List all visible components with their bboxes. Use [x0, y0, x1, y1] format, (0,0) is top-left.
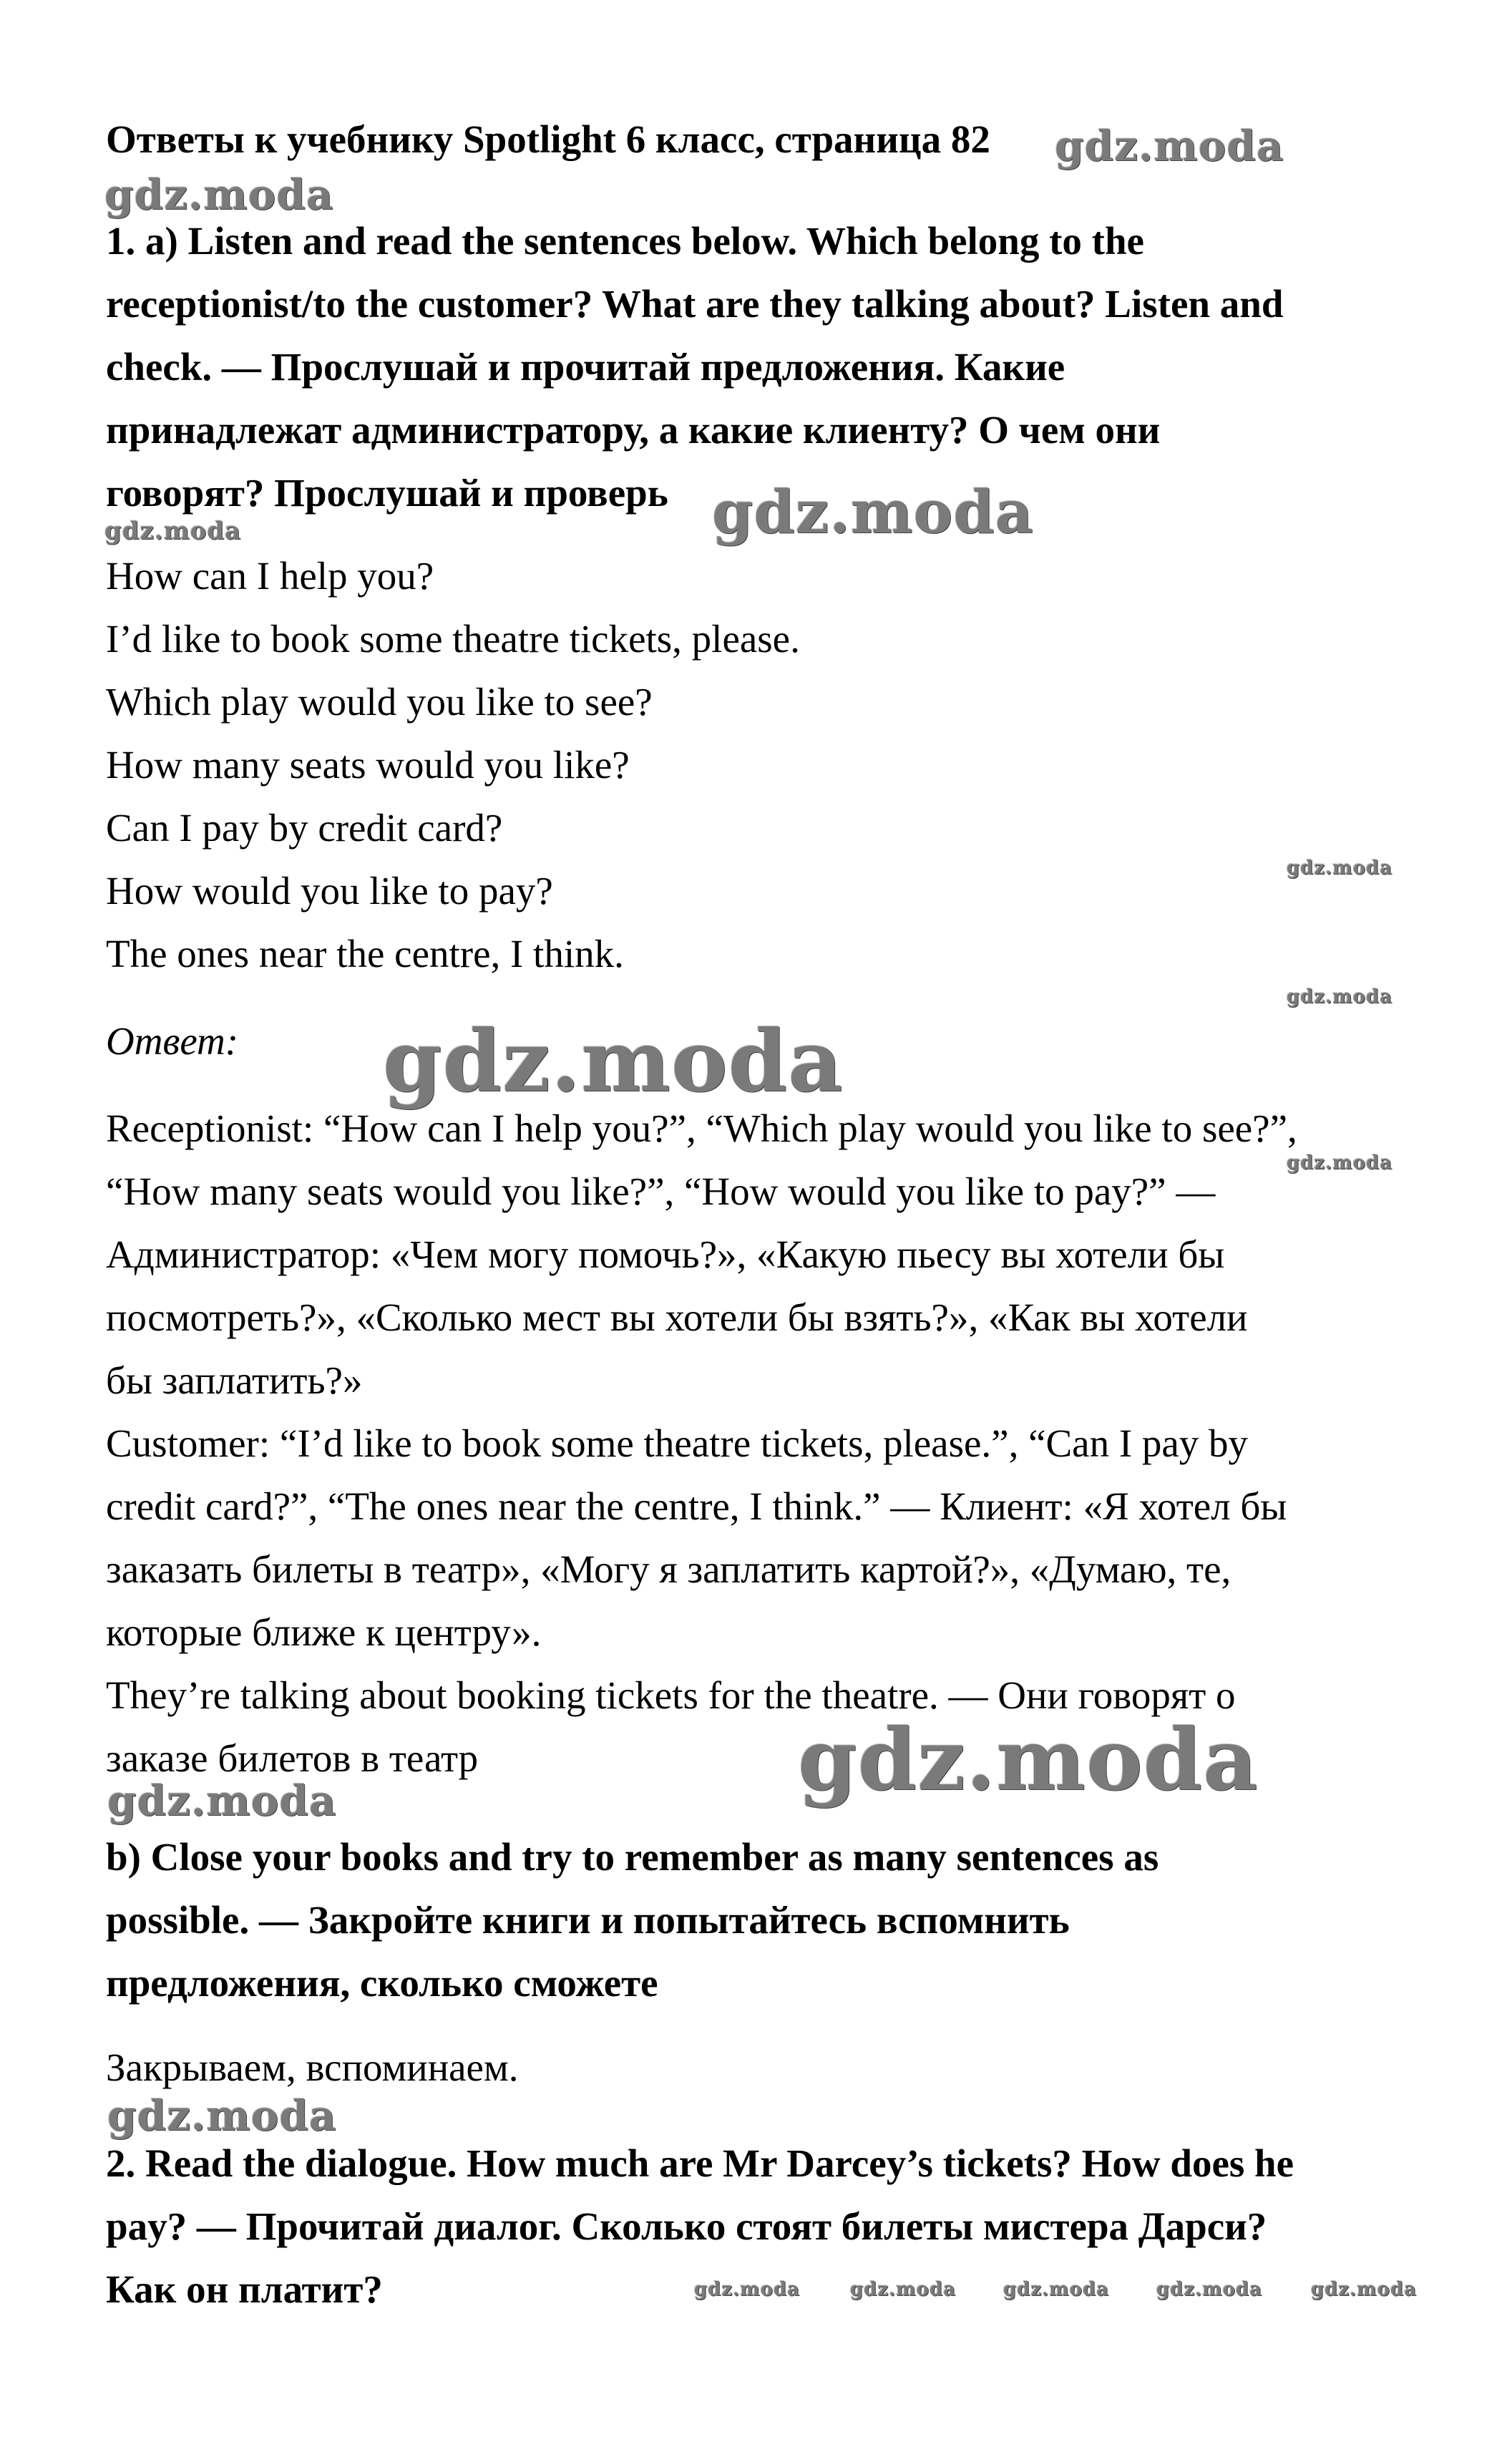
watermark: gdz.moda — [1311, 2279, 1418, 2300]
sentence-4: How many seats would you like? — [106, 743, 630, 787]
answer-line-11: заказе билетов в театр — [106, 1736, 479, 1780]
sentence-7: The ones near the centre, I think. — [106, 932, 624, 976]
task1a-line-2: receptionist/to the customer? What are they talking about? Listen and — [106, 282, 1284, 326]
watermark: gdz.moda — [104, 170, 334, 219]
answer-line-7: credit card?”, “The ones near the centre, I think.” — Клиент: «Я хотел бы — [106, 1484, 1287, 1528]
answer-line-9: которые ближе к центру». — [106, 1610, 542, 1654]
answer-line-4: посмотреть?», «Сколько мест вы хотели бы взять?», «Как вы хотели — [106, 1295, 1248, 1339]
answer-line-1: Receptionist: “How can I help you?”, “Which play would you like to see?”, — [106, 1106, 1297, 1150]
answer-line-10: They’re talking about booking tickets for the theatre. — Они говорят о — [106, 1673, 1236, 1717]
watermark: gdz.moda — [107, 2091, 337, 2140]
answer-line-2: “How many seats would you like?”, “How would you like to pay?” — — [106, 1169, 1216, 1213]
watermark: gdz.moda — [1287, 986, 1393, 1008]
task1b-answer: Закрываем, вспоминаем. — [106, 2046, 519, 2089]
task1a-line-3: check. — Прослушай и прочитай предложения. Какие — [106, 345, 1065, 389]
watermark: gdz.moda — [1287, 857, 1393, 879]
watermark: gdz.moda — [1003, 2279, 1110, 2300]
watermark: gdz.moda — [107, 1776, 337, 1825]
task1b-line-2: possible. — Закройте книги и попытайтесь вспомнить — [106, 1898, 1070, 1942]
answer-line-8: заказать билеты в театр», «Могу я заплатить картой?», «Думаю, те, — [106, 1547, 1231, 1591]
watermark: gdz.moda — [694, 2279, 801, 2300]
watermark: gdz.moda — [1287, 1152, 1393, 1174]
watermark: gdz.moda — [104, 517, 242, 545]
watermark: gdz.moda — [798, 1710, 1259, 1809]
answer-line-6: Customer: “I’d like to book some theatre tickets, please.”, “Can I pay by — [106, 1421, 1249, 1465]
task1b-line-3: предложения, сколько сможете — [106, 1961, 658, 2005]
task1a-line-4: принадлежат администратору, а какие клиенту? О чем они — [106, 408, 1161, 452]
task2-line-2: pay? — Прочитай диалог. Сколько стоят билеты мистера Дарси? — [106, 2204, 1267, 2248]
task2-line-3: Как он платит? — [106, 2267, 383, 2311]
watermark: gdz.moda — [850, 2279, 957, 2300]
task1a-line-5: говорят? Прослушай и проверь — [106, 471, 668, 515]
sentence-5: Can I pay by credit card? — [106, 806, 503, 850]
answer-line-3: Администратор: «Чем могу помочь?», «Какую пьесу вы хотели бы — [106, 1232, 1225, 1276]
answer-label: Ответ: — [106, 1019, 239, 1063]
sentence-6: How would you like to pay? — [106, 869, 553, 913]
task2-line-1: 2. Read the dialogue. How much are Mr Darcey’s tickets? How does he — [106, 2141, 1294, 2185]
sentence-3: Which play would you like to see? — [106, 680, 653, 724]
task1b-line-1: b) Close your books and try to remember as many sentences as — [106, 1835, 1159, 1879]
watermark: gdz.moda — [712, 478, 1034, 547]
watermark: gdz.moda — [383, 1011, 844, 1111]
answer-line-5: бы заплатить?» — [106, 1358, 363, 1402]
sentence-2: I’d like to book some theatre tickets, please. — [106, 617, 800, 661]
page-title: Ответы к учебнику Spotlight 6 класс, страница 82 — [106, 117, 990, 161]
task1a-line-1: 1. a) Listen and read the sentences below. Which belong to the — [106, 219, 1144, 263]
sentence-1: How can I help you? — [106, 554, 434, 598]
watermark: gdz.moda — [1156, 2279, 1263, 2300]
watermark: gdz.moda — [1055, 122, 1284, 170]
